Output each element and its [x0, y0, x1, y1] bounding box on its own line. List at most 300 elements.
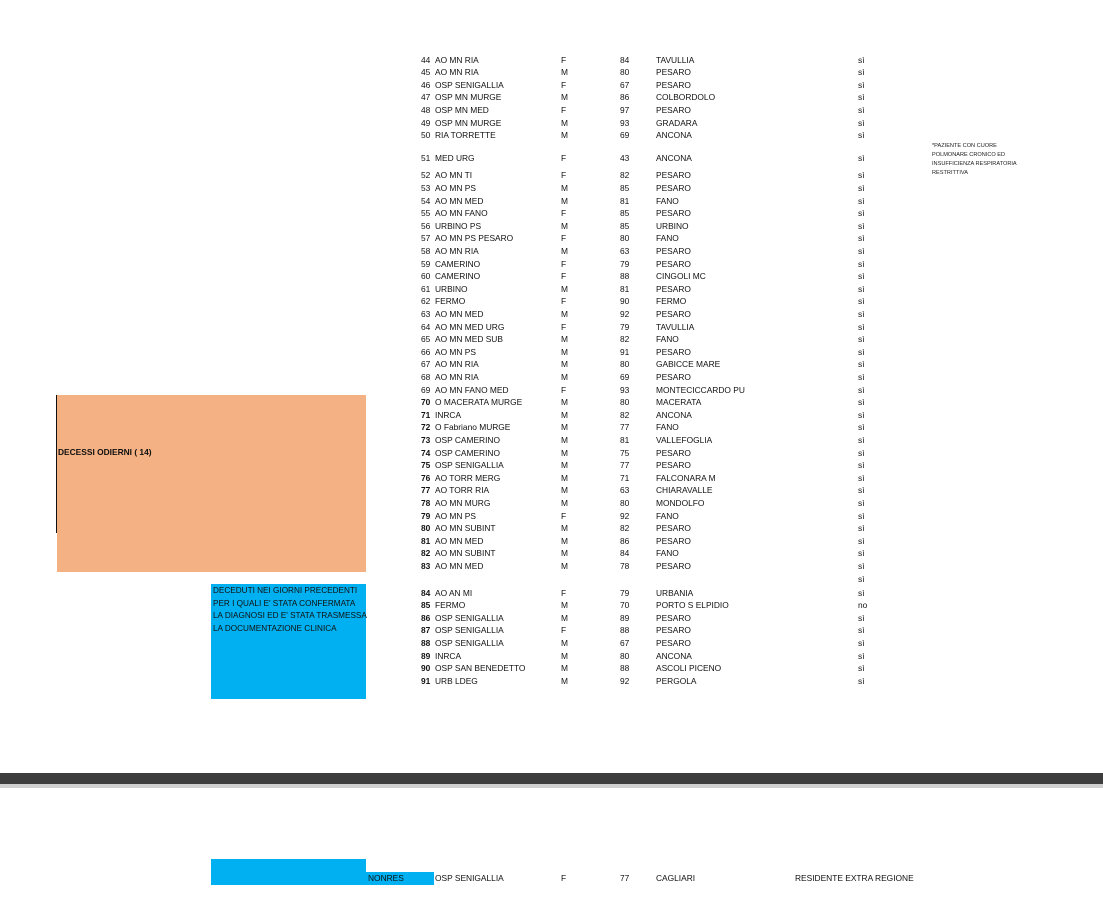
table-row — [0, 358, 1103, 370]
table-row — [0, 54, 1103, 66]
table-row — [0, 599, 1103, 611]
age-cell: 88 — [620, 625, 630, 636]
age-cell: 86 — [620, 535, 630, 546]
bottom-highlight — [211, 859, 366, 885]
row-number-cell: 75 — [421, 460, 431, 471]
hospital-cell: O MACERATA MURGE — [435, 397, 523, 408]
hospital-cell: AO MN MED — [435, 308, 484, 319]
answer-cell: sì — [858, 296, 865, 307]
row-number-cell: 64 — [421, 321, 431, 332]
row-number-cell: 72 — [421, 422, 431, 433]
bottom-age-cell: 77 — [620, 873, 630, 883]
city-cell: PORTO S ELPIDIO — [656, 600, 729, 611]
answer-cell: no — [858, 600, 868, 611]
row-number-cell: 67 — [421, 359, 431, 370]
hospital-cell: AO MN RIA — [435, 54, 479, 65]
row-number-cell: 51 — [421, 153, 431, 164]
age-cell: 63 — [620, 485, 630, 496]
sex-cell: M — [561, 346, 568, 357]
table-row — [0, 232, 1103, 244]
hospital-cell: INRCA — [435, 650, 462, 661]
answer-cell: sì — [858, 182, 865, 193]
row-number-cell: 47 — [421, 92, 431, 103]
table-row — [0, 308, 1103, 320]
city-cell: PESARO — [656, 371, 691, 382]
sex-cell: M — [561, 663, 568, 674]
table-row — [0, 675, 1103, 687]
sex-cell: F — [561, 208, 567, 219]
sex-cell: M — [561, 535, 568, 546]
sex-cell: F — [561, 625, 567, 636]
hospital-cell: AO MN FANO — [435, 208, 488, 219]
city-cell: TAVULLIA — [656, 54, 695, 65]
table-row — [0, 295, 1103, 307]
row-number-cell: 46 — [421, 79, 431, 90]
age-cell: 97 — [620, 104, 630, 115]
city-cell: CINGOLI MC — [656, 271, 706, 282]
table-row — [0, 91, 1103, 103]
sex-cell: M — [561, 560, 568, 571]
table-row — [0, 624, 1103, 636]
sex-cell: F — [561, 510, 567, 521]
row-number-cell: 53 — [421, 182, 431, 193]
bottom-sex-cell: F — [561, 873, 567, 883]
sex-cell: M — [561, 460, 568, 471]
hospital-cell: AO MN RIA — [435, 359, 479, 370]
hospital-cell: OSP SAN BENEDETTO — [435, 663, 526, 674]
hospital-cell: AO MN PS — [435, 346, 476, 357]
table-row — [0, 547, 1103, 559]
row-number-cell: 57 — [421, 233, 431, 244]
previous-days-line: LA DOCUMENTAZIONE CLINICA — [213, 623, 337, 633]
hospital-cell: RIA TORRETTE — [435, 130, 496, 141]
answer-cell: sì — [858, 612, 865, 623]
row-number-cell: 45 — [421, 67, 431, 78]
sex-cell: M — [561, 397, 568, 408]
table-row — [0, 245, 1103, 257]
row-number-cell: 49 — [421, 117, 431, 128]
row-number-cell: 62 — [421, 296, 431, 307]
table-row — [0, 650, 1103, 662]
age-cell: 80 — [620, 650, 630, 661]
age-cell: 80 — [620, 397, 630, 408]
hospital-cell: AO MN SUBINT — [435, 548, 496, 559]
table-row — [0, 195, 1103, 207]
hospital-cell: AO MN MURG — [435, 497, 491, 508]
age-cell: 67 — [620, 638, 630, 648]
answer-cell: sì — [858, 535, 865, 546]
today-deaths-label: DECESSI ODIERNI ( 14) — [58, 447, 152, 457]
hospital-cell: O Fabriano MURGE — [435, 422, 511, 433]
hospital-cell: INRCA — [435, 409, 462, 420]
answer-cell: sì — [858, 397, 865, 408]
city-cell: MONDOLFO — [656, 497, 705, 508]
row-number-cell: 81 — [421, 535, 431, 546]
city-cell: PESARO — [656, 638, 691, 648]
answer-cell: sì — [858, 485, 865, 496]
row-number-cell: 91 — [421, 675, 431, 686]
sex-cell: M — [561, 92, 568, 103]
answer-cell: sì — [858, 434, 865, 445]
age-cell: 70 — [620, 600, 630, 611]
row-number-cell: 76 — [421, 472, 431, 483]
age-cell: 93 — [620, 117, 630, 128]
sex-cell: F — [561, 54, 567, 65]
city-cell: PESARO — [656, 104, 691, 115]
answer-cell: sì — [858, 422, 865, 433]
age-cell: 77 — [620, 460, 630, 471]
sex-cell: M — [561, 600, 568, 611]
sex-cell: F — [561, 384, 567, 395]
age-cell: 85 — [620, 208, 630, 219]
answer-cell: sì — [858, 625, 865, 636]
answer-cell: sì — [858, 334, 865, 345]
age-cell: 79 — [620, 321, 630, 332]
answer-cell: sì — [858, 233, 865, 244]
age-cell: 85 — [620, 182, 630, 193]
table-row — [0, 510, 1103, 522]
city-cell: PESARO — [656, 258, 691, 269]
row-number-cell: 90 — [421, 663, 431, 674]
age-cell: 80 — [620, 233, 630, 244]
city-cell: TAVULLIA — [656, 321, 695, 332]
city-cell: PESARO — [656, 612, 691, 623]
city-cell: PESARO — [656, 460, 691, 471]
sex-cell: M — [561, 130, 568, 141]
age-cell: 82 — [620, 409, 630, 420]
hospital-cell: OSP SENIGALLIA — [435, 460, 504, 471]
sex-cell: F — [561, 233, 567, 244]
table-row — [0, 447, 1103, 459]
row-number-cell: 68 — [421, 371, 431, 382]
sex-cell: M — [561, 650, 568, 661]
age-cell: 82 — [620, 334, 630, 345]
age-cell: 82 — [620, 523, 630, 534]
answer-cell: sì — [858, 208, 865, 219]
table-row — [0, 637, 1103, 649]
row-number-cell: 61 — [421, 283, 431, 294]
city-cell: FANO — [656, 510, 679, 521]
row-number-cell: 82 — [421, 548, 431, 559]
table-row — [0, 79, 1103, 91]
answer-cell: sì — [858, 67, 865, 78]
hospital-cell: OSP MN MED — [435, 104, 489, 115]
hospital-cell: FERMO — [435, 600, 466, 611]
row-number-cell: 50 — [421, 130, 431, 141]
sex-cell: M — [561, 67, 568, 78]
table-row — [0, 117, 1103, 129]
hospital-cell: AO TORR MERG — [435, 472, 501, 483]
age-cell: 79 — [620, 587, 630, 598]
row-number-cell: 65 — [421, 334, 431, 345]
sex-cell: M — [561, 220, 568, 231]
answer-cell: sì — [858, 587, 865, 598]
city-cell: CHIARAVALLE — [656, 485, 713, 496]
answer-cell: sì — [858, 548, 865, 559]
sex-cell: M — [561, 497, 568, 508]
row-number-cell: 56 — [421, 220, 431, 231]
row-number-cell: 59 — [421, 258, 431, 269]
answer-cell: sì — [858, 560, 865, 571]
city-cell: PESARO — [656, 447, 691, 458]
age-cell: 75 — [620, 447, 630, 458]
row-number-cell: 60 — [421, 271, 431, 282]
city-cell: ANCONA — [656, 153, 692, 164]
answer-cell: sì — [858, 359, 865, 370]
answer-cell: sì — [858, 258, 865, 269]
sex-cell: F — [561, 170, 567, 181]
age-cell: 43 — [620, 153, 630, 164]
hospital-cell: URBINO PS — [435, 220, 482, 231]
city-cell: ANCONA — [656, 130, 692, 141]
hospital-cell: AO MN FANO MED — [435, 384, 509, 395]
answer-cell: sì — [858, 523, 865, 534]
answer-cell: sì — [858, 79, 865, 90]
row-number-cell: 86 — [421, 612, 431, 623]
age-cell: 81 — [620, 283, 630, 294]
answer-cell: sì — [858, 346, 865, 357]
hospital-cell: URB LDEG — [435, 675, 478, 686]
answer-cell: sì — [858, 460, 865, 471]
note-line: *PAZIENTE CON CUORE — [932, 143, 997, 149]
table-row — [0, 535, 1103, 547]
answer-cell: sì — [858, 573, 865, 584]
row-number-cell: 58 — [421, 245, 431, 256]
table-row — [0, 129, 1103, 141]
sex-cell: M — [561, 182, 568, 193]
city-cell: PESARO — [656, 182, 691, 193]
table-row — [0, 560, 1103, 572]
answer-cell: sì — [858, 675, 865, 686]
table-row — [0, 587, 1103, 599]
previous-days-line: DECEDUTI NEI GIORNI PRECEDENTI — [213, 586, 358, 595]
row-number-cell: 84 — [421, 587, 431, 598]
row-number-cell: 55 — [421, 208, 431, 219]
answer-cell: sì — [858, 510, 865, 521]
hospital-cell: FERMO — [435, 296, 466, 307]
answer-cell: sì — [858, 92, 865, 103]
sex-cell: M — [561, 675, 568, 686]
table-row — [0, 283, 1103, 295]
answer-cell: sì — [858, 497, 865, 508]
city-cell: PESARO — [656, 79, 691, 90]
city-cell: PESARO — [656, 625, 691, 636]
city-cell: COLBORDOLO — [656, 92, 716, 103]
table-row — [0, 66, 1103, 78]
sex-cell: M — [561, 334, 568, 345]
answer-cell: sì — [858, 117, 865, 128]
city-cell: URBINO — [656, 220, 689, 231]
row-number-cell: 87 — [421, 625, 431, 636]
city-cell: FANO — [656, 334, 679, 345]
city-cell: PESARO — [656, 560, 691, 571]
sex-cell: M — [561, 447, 568, 458]
city-cell: PESARO — [656, 283, 691, 294]
hospital-cell: AO MN PS — [435, 182, 476, 193]
bottom-hospital-cell: OSP SENIGALLIA — [435, 873, 504, 883]
sex-cell: M — [561, 117, 568, 128]
page-divider-shadow — [0, 784, 1103, 788]
row-number-cell: 80 — [421, 523, 431, 534]
answer-cell: sì — [858, 104, 865, 115]
row-number-cell: 54 — [421, 195, 431, 206]
table-row — [0, 472, 1103, 484]
answer-cell: sì — [858, 371, 865, 382]
hospital-cell: AO MN PS PESARO — [435, 233, 514, 244]
sex-cell: M — [561, 371, 568, 382]
row-number-cell: 77 — [421, 485, 431, 496]
city-cell: URBANIA — [656, 587, 694, 598]
table-row — [0, 421, 1103, 433]
city-cell: PESARO — [656, 67, 691, 78]
age-cell: 77 — [620, 422, 630, 433]
answer-cell: sì — [858, 153, 865, 164]
hospital-cell: AO MN PS — [435, 510, 476, 521]
age-cell: 78 — [620, 560, 630, 571]
table-row — [0, 169, 1103, 181]
hospital-cell: AO MN MED — [435, 560, 484, 571]
sex-cell: F — [561, 296, 567, 307]
table-row — [0, 522, 1103, 534]
age-cell: 81 — [620, 434, 630, 445]
age-cell: 84 — [620, 54, 630, 65]
city-cell: FERMO — [656, 296, 687, 307]
city-cell: PESARO — [656, 208, 691, 219]
hospital-cell: OSP SENIGALLIA — [435, 79, 504, 90]
sex-cell: M — [561, 283, 568, 294]
sex-cell: F — [561, 587, 567, 598]
hospital-cell: AO MN SUBINT — [435, 523, 496, 534]
answer-cell: sì — [858, 195, 865, 206]
city-cell: MACERATA — [656, 397, 702, 408]
row-number-cell: 44 — [421, 54, 431, 65]
city-cell: PESARO — [656, 535, 691, 546]
answer-cell: sì — [858, 409, 865, 420]
hospital-cell: CAMERINO — [435, 258, 481, 269]
answer-cell: sì — [858, 245, 865, 256]
row-number-cell: 89 — [421, 650, 431, 661]
sex-cell: M — [561, 409, 568, 420]
age-cell: 92 — [620, 510, 630, 521]
table-row — [0, 484, 1103, 496]
table-row — [0, 346, 1103, 358]
age-cell: 88 — [620, 663, 630, 674]
table-row — [0, 321, 1103, 333]
age-cell: 80 — [620, 67, 630, 78]
sex-cell: M — [561, 308, 568, 319]
table-row — [0, 459, 1103, 471]
hospital-cell: AO MN MED — [435, 195, 484, 206]
age-cell: 91 — [620, 346, 630, 357]
city-cell: PESARO — [656, 245, 691, 256]
sex-cell: M — [561, 472, 568, 483]
sex-cell: M — [561, 195, 568, 206]
age-cell: 67 — [620, 79, 630, 90]
sex-cell: M — [561, 612, 568, 623]
note-line: RESTRITTIVA — [932, 170, 968, 176]
table-row — [0, 182, 1103, 194]
hospital-cell: OSP SENIGALLIA — [435, 625, 504, 636]
hospital-cell: OSP CAMERINO — [435, 434, 500, 445]
sex-cell: M — [561, 638, 568, 648]
sex-cell: M — [561, 359, 568, 370]
row-number-cell: 73 — [421, 434, 431, 445]
sex-cell: F — [561, 258, 567, 269]
sex-cell: M — [561, 523, 568, 534]
hospital-cell: AO AN MI — [435, 587, 473, 598]
table-row — [0, 104, 1103, 116]
hospital-cell: CAMERINO — [435, 271, 481, 282]
hospital-cell: OSP SENIGALLIA — [435, 612, 504, 623]
hospital-cell: OSP MN MURGE — [435, 92, 502, 103]
hospital-cell: AO MN RIA — [435, 371, 479, 382]
city-cell: PESARO — [656, 346, 691, 357]
answer-cell: sì — [858, 220, 865, 231]
row-number-cell: 52 — [421, 170, 431, 181]
table-row — [0, 207, 1103, 219]
hospital-cell: AO MN RIA — [435, 67, 479, 78]
city-cell: PESARO — [656, 523, 691, 534]
hospital-cell: OSP CAMERINO — [435, 447, 500, 458]
city-cell: GABICCE MARE — [656, 359, 721, 370]
answer-cell: sì — [858, 54, 865, 65]
answer-cell: sì — [858, 663, 865, 674]
age-cell: 69 — [620, 130, 630, 141]
age-cell: 80 — [620, 497, 630, 508]
answer-cell: sì — [858, 321, 865, 332]
city-cell: FANO — [656, 195, 679, 206]
age-cell: 81 — [620, 195, 630, 206]
table-row — [0, 497, 1103, 509]
sex-cell: M — [561, 422, 568, 433]
row-number-cell: 63 — [421, 308, 431, 319]
table-row — [0, 371, 1103, 383]
sex-cell: M — [561, 434, 568, 445]
age-cell: 89 — [620, 612, 630, 623]
previous-days-line: LA DIAGNOSI ED E' STATA TRASMESSA — [213, 611, 367, 620]
age-cell: 79 — [620, 258, 630, 269]
row-number-cell: 71 — [421, 409, 431, 420]
table-row — [0, 384, 1103, 396]
city-cell: PERGOLA — [656, 675, 697, 686]
age-cell: 90 — [620, 296, 630, 307]
answer-cell: sì — [858, 130, 865, 141]
row-number-cell: 78 — [421, 497, 431, 508]
row-number-cell: 88 — [421, 638, 431, 648]
row-number-cell: 66 — [421, 346, 431, 357]
answer-cell: sì — [858, 283, 865, 294]
table-row — [0, 662, 1103, 674]
city-cell: FALCONARA M — [656, 472, 716, 483]
hospital-cell: AO MN MED URG — [435, 321, 505, 332]
city-cell: GRADARA — [656, 117, 698, 128]
previous-days-line: PER I QUALI E' STATA CONFERMATA — [213, 598, 356, 608]
table-row — [0, 152, 1103, 164]
city-cell: ANCONA — [656, 409, 692, 420]
answer-cell: sì — [858, 472, 865, 483]
city-cell: ASCOLI PICENO — [656, 663, 722, 674]
note-line: INSUFFICIENZA RESPIRATORIA — [932, 161, 1017, 167]
table-row — [0, 220, 1103, 232]
age-cell: 92 — [620, 308, 630, 319]
age-cell: 84 — [620, 548, 630, 559]
sex-cell: F — [561, 153, 567, 164]
age-cell: 82 — [620, 170, 630, 181]
bottom-residence-cell: RESIDENTE EXTRA REGIONE — [795, 873, 914, 883]
note-line: POLMONARE CRONICO ED — [932, 152, 1006, 158]
city-cell: FANO — [656, 548, 679, 559]
table-row — [0, 612, 1103, 624]
